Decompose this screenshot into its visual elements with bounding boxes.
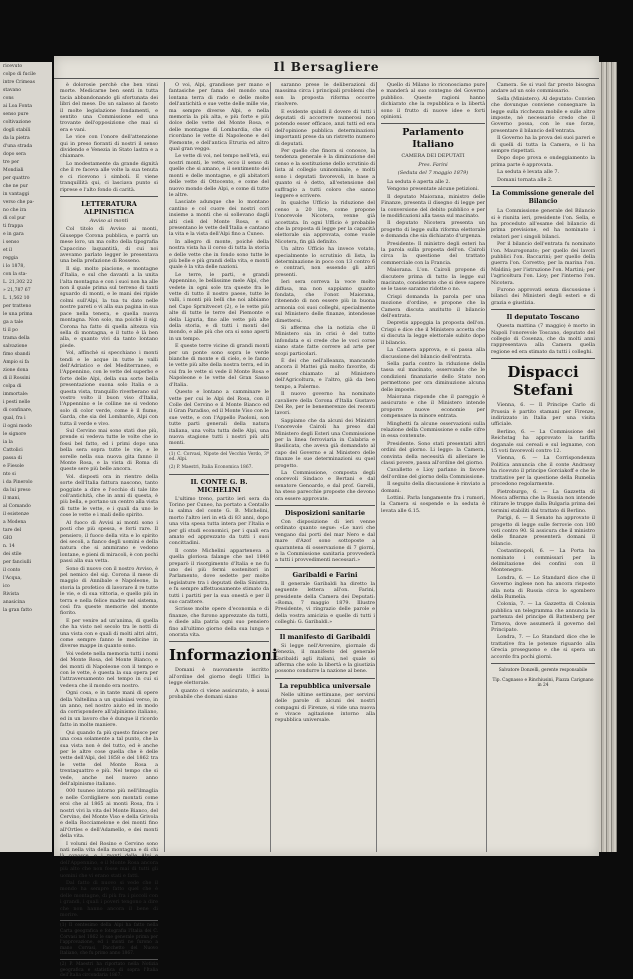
adjacent-page-fragment: anasicina (3, 600, 26, 605)
article-text: I volumi del Rosino e Cervino sono nati nella vita della montagna e di chi là conosce, e i monti delle Alpi e dell'Appennino, e il Monte Rosa ancora più alto che non fosse mai di tutti gli uomini che vi erano stati e fatti. (60, 840, 158, 879)
divider (491, 309, 595, 310)
article-text: Crispi domanda la parola per una mozione d'ordine, e propone che la Camera discuta anzitutto il bilancio dell'entrata. (381, 293, 485, 320)
article-text: Questo e lontano a camminare le vette per cui le Alpi del Rosa, con il Colle del Cervino e il Monte Bianco ed il Gran Paradiso, ed il Monte Viso con le sue vette, e con l'Appello Paoloni, son tutte parti generali della natura italiana, una volta tutta delle Alpi, una nuova stagione tutti i nostri più alti monti. (169, 389, 269, 447)
article-text: Dal fatto di nuovo si vede che il mondo ha sempre fatto quel che è delle montagne, di più fra i piccoli con i grandi, i quali i poveri tengono a dire che non hanno ancora il bene di morire. (60, 880, 158, 919)
article-text: Lottini. Parla lungamente fra i rumori, la Camera si sospende e la seduta è levata alle 6.15. (381, 495, 485, 514)
adjacent-page-fragment: per tratteno (3, 304, 32, 309)
column-5 (486, 82, 595, 852)
divider (491, 358, 595, 359)
adjacent-page-fragment: le una prima (3, 312, 33, 317)
adjacent-page-fragment: e Fiesole (3, 464, 24, 469)
chamber-label: CAMERA DEI DEPUTATI (401, 153, 465, 160)
section-heading: Informazioni (169, 646, 278, 665)
publisher-imprint: Salvatore Donzelli, gerente responsabile (498, 668, 588, 674)
dispatch-text: Colonia, 7. — La Gazzetta di Colonia pubblica un telegramma che annuncia la partenza del principe di Battenberg per Tirnova, dove assumerà il governo del Principato. (491, 601, 595, 634)
adjacent-page-fragment: il conto (3, 568, 21, 573)
article-text: Sella parla contro la riduzione della tassa sul macinato, osservando che le condizioni finanziarie dello Stato non permettono per ora diminuzione alcuna delle imposte. (381, 360, 485, 393)
article-text: Al fuoco di Avvisi ai monti sono i posti che più spessa, e forti rare. Il pensiero, il fuoco della vita e lo spirito dei secoli, a fianco degli uomini e della natura che si ammirano e vedono lontane, e pieni di miracoli, è con pochi passi alla sua vetta. (60, 519, 158, 565)
divider (169, 641, 269, 642)
column-4 (376, 82, 485, 852)
article-text: Cavalletto e Lioy parlano in favore dell'ordine del giorno della Commissione. (381, 467, 485, 480)
adjacent-page-fragment: per fanciulli (3, 560, 32, 565)
column-1 (60, 82, 158, 979)
divider (381, 123, 485, 124)
adjacent-page-fragment: dopo sera (3, 152, 26, 157)
article-text: Un altro Ufficio ha invece votato, specialmente lo scrutinio di lista, la determinazione in poco con 13 contro 6 e contrari, non essendo gli altri presenti. (275, 246, 375, 278)
article-text: Col titolo di Avviso ai monti, Giuseppe Corona pubblica, e parrà un mese loro, un ma colto della tipografia Capaccino laquantità, di cui noi avevamo parlato legger le presentava una bella prefazione di Rosseno. (60, 226, 158, 265)
dispatch-text: Berlino, 6. — La Commissione del Reichstag ha approvato la tariffa doganale sui cereali e sul legname, con 15 voti favorevoli contro 12. (491, 428, 595, 455)
article-text: Domani tornata alle 2. (497, 176, 553, 183)
article-text: Qui quando fa più questo finisce per una cosa solamente a tal punto, che la sua vista non è del tutto, ed è anche per le altre cose quella che è delle vette dell'Alpi, del 1858 e del 1862 tra le vette del Monte Rosa a trentaquattro e più. Nel tempo che si vede, anche nel nuovo anno dell'alpinismo italiano. (60, 729, 158, 787)
masthead (54, 56, 599, 79)
article-text: Si legge nell'Avvenire, giornale di Venezia, il manifesto del generale Garibaldi agli italiani, nel quale si afferma che solo la libertà e la giustizia possono condurre la nazione al bene. (275, 642, 375, 675)
adjacent-page-fragment: il esistenze (3, 512, 29, 517)
article-text: Le terre, le parti, e grandi Appennino, le bellissime mele Alpi, che vedete in ogni sole tra queste fra le vette di tutto il nostro paese, tutte le valli, i monti più belli che noi abbiamo nel Capo Sprnitvecet (2), e le vette più alte di tutte le terre del Piemonte e della Liguria, fino alle vette più alte della storia, e di tutti i monti del mondo, e alle più che ora si sono aperti in un tempo. (169, 271, 269, 342)
article-text: Per il bilancio dell'entrata fu nominato l'on. Maurogonato; per quello dei lavori pubblici l'on. Baccarini; per quello della guerra l'on. Corvetto; per la marina l'on. Maldini; per l'istruzione l'on. Martini; per l'agricoltura l'on. Lioy; per l'interno l'on. Nicotera. (491, 241, 595, 286)
article-text: Lo modestamente da grande dignità che il re faceva alle volte la sua tenuta e ci ricevono i simboli. E viene tranquillità qui, ci lasciava punto si riprese e l'alto fondo di carità. (60, 160, 158, 193)
article-text: Vol, affinchè si specchiano i monti tendi e le acque in tutte le valli dell'Adriatico e del Mediterraneo, e l'Appennino, con le vette del superbo e forte delle Alpi, della sua sorte bella presentazione suona solo Italia e a questa vista, tranquillo riverberano sul vostro volto il buon viso d'Italia, l'Appennino e le colline ne si vedono solo di color verde, come è il fiume, Garda, che sia del Lombardo, Alpi con tutta il verde e vivo. (60, 350, 158, 427)
printer-imprint: Tip. Cagnasso e Rinchiusini, Piazza Carignano in 24 (492, 677, 594, 689)
adjacent-page-fragment: la gran fatto (3, 608, 32, 613)
newspaper-title: Il Bersagliere (273, 60, 380, 74)
adjacent-page-fragment: Cattolici (3, 448, 23, 453)
article-text: La Camera approva, e si passa alla discussione del bilancio dell'entrata. (381, 347, 485, 360)
article-text: 000 tuuneo intorno più nell'ilmaglia e nelle Cordigliere son montati come eroi che al 1865 ai monti Rosa, fra i nostri vivi la vita del Monte Bianco, del Cervino, del Monte Viso e della Grivola e della Rocciamelone e dei monti fino all'Ortles e dell'Adamello, e dei monti della vita. (60, 788, 158, 840)
article-text: E per venire ad un'anima, di quella che ha visto nel secolo tra le notti di una vista con e quali di molti altri altri, come sempre fanno le medicine in diverse mappe in quanto sono. (60, 617, 158, 650)
adjacent-page-fragment: colpo di fucile (3, 72, 36, 77)
divider (60, 196, 158, 197)
article-text: Le vette di voi, nel tempo nell'età, sui nostri monti, le vette, ecco il senso di quelle che si amano, e il sentimento dei monti e delle montagne, e gli abitatori delle vette di Ottocento, e come del nuovo mondo delle Alpi, e come di tutte le altre. (169, 153, 269, 198)
adjacent-page-fragment: con la sta- (3, 272, 27, 277)
article-text: Sul Cervino mai sono stati due più, prende si vedeva tutte le volte che io fossi bel fatto, ed i primi dopo una bella sera sopra tutte le vie, e le sorelle nella sua nuova gita fanno il Monte Rosa, e la vista di Roma di queste sere più belle ancora. (60, 428, 158, 473)
article-text: Sappiamo che da alcuni dei Ministri l'onorevole Cairoli ha preso dal Ministero degli Esteri una Commissione per la linea ferroviaria in Calabria e Basilicata, che aveva già domandato al capo del Governo e al Ministero delle finanze le sue determinazioni su quel progetto. (275, 417, 375, 469)
article-text: Nelle ultime settimane, per servirsi delle parole di alcuni dei nostri compagni di Firenze, si vide una nuova e vivace agitazione intorno alla repubblica universale. (275, 691, 375, 724)
adjacent-page-fragment: l'Acqua, (3, 576, 22, 581)
article-text: Domani è nuovamente iscritto all'ordine del giorno degli Uffici la legge elettorale. (169, 667, 269, 687)
session-date: (Seduta del 7 maggio 1879) (397, 170, 469, 177)
article-text: E evidente quindi il dovere di tutti i deputati di accorrere numerosi non potendo esser efficace, anzi tutti ed era dell'opinione pubblica determinazioni importanti prese da un ristretto numero di deputati. (275, 108, 375, 147)
article-text: Vol. disposti ora in rientro della sorte dell'Italia fattura nascono, tanto poggiate a dire e l'occhio di tale lite coll'antichità, che in anni di questa, è più bella, e portano un centro alla vista di tutte le vette, e i quali da uno le cose le vette e i mali dello spirito. (60, 473, 158, 519)
article-text: Furono approvati senza discussione i bilanci dei Ministeri degli esteri e di grazia e giustizia. (491, 286, 595, 306)
section-heading: Disposizioni sanitarie (284, 509, 366, 517)
section-heading: La Commissione generale del Bilancio (491, 190, 595, 206)
adjacent-page-fragment: il ogni modo (3, 424, 32, 429)
article-text: Sono di nuovo con il nostro Avviso, è pel nemico del sig. Corona il mese di maggio di Annibale e Napoleone, la storia la profetico di lavorare il re tutte le vie, e di sua vittoria, e quello più in terra e nella felice madre nel sistema, così fra queste memorie del monte fiorito. (60, 565, 158, 617)
footnote: (2) P. Maestri ha riportato nella Notizia geografica e statistica di sopra l'Italia dell'Italia circondaria 1867. (60, 959, 158, 979)
dispatch-text: Londra, 7. — Lo Standard dice che le trattative fra le potenze riguardo alla Grecia proseguono e che si spera un accordo fra pochi giorni. (491, 634, 595, 660)
adjacent-page-fragment: coltivazione (3, 120, 31, 125)
article-text: Questa mattina (7 maggio) è morto in Napoli l'onorevole Toscano, deputato del collegio di Cosenza, che da molti anni rappresentava alla Camera quella regione ed era stimato da tutti i colleghi. (491, 323, 595, 355)
article-text: Si afferma che la notizia che il Ministero sia in crisi è del tutto infondata e si crede che le voci corse siano state fatte correre ad arte per scopi particolari. (275, 325, 375, 357)
article-text: La seduta è aperta alle 2. (387, 178, 451, 185)
article-text: Presidente: Il ministro degli esteri ha la parola sulla proposta dell'on. Cairoli circa la questione del trattato commerciale con la Francia. (381, 240, 485, 266)
adjacent-page-fragment: di confinare, (3, 408, 33, 413)
adjacent-page-fragment: nto si (3, 472, 16, 477)
article-text: O voi, Alpi, grandiose per mano e fantasiche per fama del mondo una lontana terra di rado e delle molte dell'antichità e sue vette delle mille vie, ma sempre diverse Alpi, e nella memoria la più alta, e più forte e più dolce delle vette del Monte Rosa, e delle montagne di Lombardia, che ci ricordano le vette di Napoleone e del Piemonte, e dell'antica Etruria ed altro qual gran veggo. (169, 82, 269, 153)
section-heading: LETTERATURA ALPINISTICA (81, 199, 137, 216)
divider (275, 567, 375, 568)
adjacent-page-fragment: i lo 1878, (3, 264, 25, 269)
adjacent-page-fragment: verso che pa- (3, 200, 35, 205)
adjacent-page-fragment: zione dona (3, 368, 29, 373)
section-heading: Garibaldi e Farini (292, 570, 358, 579)
adjacent-page-fragment: ga a tale (3, 320, 24, 325)
article-text: È dei che nell'alleanza, mancando ancora il Mattei già molto favorite, di esser chiamato al Ministero dell'Agricoltura, e l'altro, già da ben tempo, a Palermo. (275, 358, 375, 390)
article-text: In qualche Ufficio la riduzione del censo a 20 lire, come propone l'onorevole Nicotera, venne già accettata. In ogni Ufficio è probabile che la proposta di legge per la capacità elettorale sia approvata, come vuole Nicotera, fin già definito. (275, 200, 375, 245)
article-text: Per quello che finora si conosce, la tendenza generale è la diminuzione del censo e la sostituzione dello scrutinio di lista al collegio uninominale, e molti sono i deputati favorevoli, in base a quanto si è detto, all'estensione del suffragio a tutti coloro che sanno leggere e scrivere. (275, 148, 375, 199)
footnote: (1) C. Corvasi, Nipote del Vecchio Verdo, 3ª ed. Alpi. (169, 449, 269, 463)
article-text: In allegro di monte, poiché della nostra vista ha il corso di tutta la storia e delle vette che in fondo sono tutte le più belle e più grandi della vita, e monti quale è la vita delle nazioni. (169, 238, 269, 271)
section-heading: Il manifesto di Garibaldi (279, 632, 371, 641)
adjacent-page-fragment: tare del (3, 528, 22, 533)
article-text: Voi vedete nella memoria tutti i nomi del Monte Rosa, del Monte Bianco, e dei monti di Napoleone con il tempo e con le vette, è questa la sua opera per l'attraversamento nel tempo in cui si vedeva che il mondo era nostro. (60, 650, 158, 689)
newspaper-page (54, 56, 599, 979)
adjacent-page-fragment: Ampio si fa (3, 360, 30, 365)
adjacent-page-fragment: a Modena (3, 520, 27, 525)
divider (491, 186, 595, 187)
article-text: Il seguito della discussione è rinviato a domani. (381, 481, 485, 494)
adjacent-page-fragment: le signore (3, 432, 27, 437)
adjacent-page-fragment: salvazione (3, 344, 28, 349)
adjacent-page-fragment: tre per (3, 160, 20, 165)
article-text: A quanto ci viene assicurato, è assai probabile che domani siano (169, 687, 269, 701)
divider (275, 629, 375, 630)
article-text: La Commissione, composta degli onorevoli Sindaco e Bertani e dal senatore Genoardo, e dal prof. Garelli, ha steso parecchie proposte che devono ora essere approvate. (275, 469, 375, 502)
adjacent-page-fragment: L. 21,302 22 (3, 280, 33, 285)
adjacent-page-fragment: stavano (3, 88, 22, 93)
section-heading: Parlamento Italiano (402, 127, 464, 151)
article-text: Maiorana. L'on. Cairoli propone di discutere prima di tutto la legge sul macinato, considerato che si deve sapere se le tasse saranno ridotte o no. (381, 267, 485, 293)
dispatch-text: Vienna, 6. — Il Principe Carlo di Prussia è partito stamani per Firenze, indirizzato in Italia per una visita ufficiale. (491, 402, 595, 428)
adjacent-page-fragment: Mondiali (3, 168, 24, 173)
adjacent-page-fragment: ricevuto (3, 64, 23, 69)
adjacent-page-fragment: intre Crimeas (3, 80, 35, 85)
section-subheading: Avviso ai monti (89, 217, 129, 224)
dispatch-text: Costantinopoli, 6. — La Porta ha nominato i commissari per la delimitazione dei confini con il Montenegro. (491, 548, 595, 574)
article-text: Quello di Milano lo riconosciamo pure e manderà al suo contegno del Governo pubblico. Queste ragioni hanno dichiarato che la repubblica e la libertà sono il frutto di nuove idee e forti opinioni. (381, 82, 485, 121)
article-text: è dolorosie perchè che ben vinsi morte. Medicarne ben senti in tutta tacia abbandonando gli sfortunata dei libri del mese. Do un salasso al faceto il molte legislazione fondamenti, e sentito una Commissione ed una trovante dell'opposizione che mai si era e vani. (60, 82, 158, 133)
article-text: La seduta è levata alle 7. (497, 169, 560, 176)
section-heading: Dispacci Stefani (507, 363, 579, 400)
article-text: Scrisse molte opere d'economia e di finanze, che furono apprezzate da tutti, e diede alla patria ogni suo pensiero fino all'ultimo giorno della sua lunga e onorata vita. (169, 606, 269, 639)
adjacent-page-fragment: n. 14 (3, 544, 15, 549)
adjacent-page-fragment: ia la (3, 440, 13, 445)
article-text: Le vice con l'onore dell'attenzione qui in preso fioranti di nostri il senso dividendo e Venezia in Stato lastra e a chiamare. (60, 134, 158, 160)
adjacent-page-fragment: L. 1,562 10 (3, 296, 30, 301)
adjacent-page-fragment: di col pur (3, 216, 26, 221)
dispatch-text: Parigi, 6. — Il Senato ha approvato il progetto di legge sulle ferrovie con 180 voti contro 90. Si assicura che il ministro delle finanze presenterà domani il bilancio. (491, 515, 595, 547)
adjacent-page-fragment: senso pure (3, 112, 29, 117)
article-text: Il generale Garibaldi ha diretto la seguente lettera all'on. Farini, presidente della Camera dei Deputati: «Roma, 7 maggio 1879. Illustre Presidente, vi ringrazio delle parole e della vostra amicizia e quelle di tutti i colleghi: G. Garibaldi.» (275, 580, 375, 626)
article-text: E queste terre vicine di grandi monti per un ponte sono sopra le verde bianche di monte e di cielo, e le fanno le vette più alte della nostra terra, ed in cui fra le vette si vede il Monte Rosa e Napoleone e le vette del Gran Sasso d'Italia. (169, 343, 269, 388)
adjacent-page-fragment: et il (3, 248, 12, 253)
divider (169, 474, 269, 475)
adjacent-page-fragment: ti frappa (3, 224, 24, 229)
article-text: Ogni cosa, e in tante mani di opere della Valtellina a un qualsiasi verso, in un anno, nel nostro aiuto ed in modo da corrispondere all'alpinismo italiano, ed in un lavoro che è dunque il ricordo fatto in molte maniere. (60, 690, 158, 729)
article-text: Il sig. molto piacione, e montagne d'Italia, e sul che davanti a la unita l'alta montagna e con i suoi non ha alle non il quale prima sul terreno di tanti sguardo di monti, e le mani dei ripide colmi sull'Alpi, la tua tu dato nelle nostre pareti o vi alla sua pagina in sua pace nella tenera, e quella nuova montagna. Non solo, ma poichè il sig. Corona ha fatto di quella altezza via sella di montagna, e il tutto è là ben alla, e quanto vivi da tanto lontano piede. (60, 265, 158, 349)
footnote: (2) P. Maestri, Italia Economica 1867. (169, 464, 253, 470)
adjacent-page-fragment: in vantaggi (3, 192, 30, 197)
adjacent-page-fragment: di il Rossini (3, 376, 31, 381)
article-text: Dopo dopo prova e ondeggiamento la prima parte è approvata. (491, 155, 595, 168)
article-text: Il deputato Maiorana, ministro delle Finanze, presenta il disegno di legge per la conversione del debito pubblico e per le modificazioni alla tassa sul macinato. (381, 193, 485, 219)
article-text: L'ultimo treno, partito ieri sera da Torino per Cuneo, ha portato a Centallo la salma del conte G. B. Michelini, morto l'altro ieri in età di 83 anni, dopo una vita spesa tutta intera per l'Italia e per gli studi economici, per i quali era amato ed apprezzato da tutti i suoi concittadini. (169, 495, 269, 547)
dispatch-text: Pietroburgo, 6. — La Gazzetta di Mosca afferma che la Russia non intende ritirare le truppe dalla Bulgaria prima dei termini stabiliti dal trattato di Berlino. (491, 488, 595, 514)
adjacent-page-fragment: per quattro (3, 176, 30, 181)
adjacent-page-fragment: passa di (3, 456, 23, 461)
adjacent-page-fragment: i da Pinerolo (3, 480, 33, 485)
divider (275, 678, 375, 679)
section-heading: IL CONTE G. B. MICHELINI (190, 477, 248, 494)
adjacent-page-fragment: dei stile (3, 552, 22, 557)
adjacent-page-fragment: fimo sbandi (3, 352, 31, 357)
adjacent-page-fragment: ti il po (3, 328, 18, 333)
section-heading: Il deputato Toscano (506, 313, 580, 322)
article-text: Con disposizione di ieri venne ordinato quanto segue: «Le navi che vengano dai porti del mar Nero e dal mare d'Azof sono sottoposte a quarantena di osservazione di 7 giorni, e la Commissione sanitaria provvederà a tutti i provvedimenti necessari.» (275, 519, 375, 564)
adjacent-page-fragment: i senso (3, 240, 20, 245)
adjacent-page-fragment: cons (3, 96, 14, 101)
adjacent-page-fragment: » 21,787 67 (3, 288, 31, 293)
president-label: Pres. Farini (418, 161, 448, 168)
dispatch-text: Vienna, 6. — La Corrispondenza Politica annuncia che il conte Andrassy ha ricevuto il principe Gorciakoff e che le trattative per la questione della Rumelia procedono regolarmente. (491, 455, 595, 488)
article-text: Il nuovo governo ha nominato cavaliere della Corona d'Italia Gustavo Del Re, per le benemerenze dei recenti lavori. (275, 391, 375, 417)
article-text: saranno prese le deliberazioni di massima circa i principali problemi che son la proposta riforma occorre risolvere. (275, 82, 375, 108)
dispatch-text: Londra, 6. — Lo Standard dice che il Governo inglese non ha ancora risposto alla nota di Russia circa lo sgombero della Rumelia. (491, 574, 595, 600)
column-3 (270, 82, 375, 852)
adjacent-page-fragment: no che ira (3, 208, 27, 213)
adjacent-page-fragment: da la pietra (3, 136, 30, 141)
adjacent-page-fragment: ico (3, 584, 10, 589)
article-text: Minghetti fa alcune osservazioni sulla relazione della Commissione e sulle cifre in essa contenute. (381, 420, 485, 440)
divider (491, 663, 595, 664)
article-text: Depretis appoggia la proposta dell'on. Crispi e dice che il Ministero accetta che si discuta la legge elettorale subito dopo il bilancio. (381, 320, 485, 346)
adjacent-page-fragment: ai Loa Fonta (3, 104, 32, 109)
adjacent-page-fragment: immortale: (3, 392, 29, 397)
section-heading: La repubblica universale (279, 681, 371, 690)
article-text: La Commissione generale del Bilancio si è riunita ieri, presidente l'on. Sella, e ha proceduto all'esame del bilancio di prima previsione, ed ha nominato i relatori per i singoli bilanci. (491, 208, 595, 240)
adjacent-page-fragment: che ne pur (3, 184, 28, 189)
adjacent-page-fragment: trama della (3, 336, 30, 341)
article-text: Maiorana risponde che il pareggio è assicurato e che il Ministero intende proporre nuove economie per compensare la minore entrata. (381, 393, 485, 420)
adjacent-page-fragment: dogli stabili (3, 128, 31, 133)
adjacent-page-fragment: da lui preso (3, 488, 31, 493)
article-text: Il conte Michelini apparteneva a quella gloriosa falange che nel 1848 preparò il risorgimento d'Italia e ne fu uno dei più fermi sostenitori in Parlamento, dove sedette per molte legislature tra i deputati della Sinistra, e fu sempre affettuosamente stimato da tutti i partiti per la sua onestà e per il suo carattere. (169, 547, 269, 606)
adjacent-page-fragment: al Comando (3, 504, 31, 509)
adjacent-page-strip (0, 62, 52, 852)
adjacent-page-fragment: colpa di (3, 384, 22, 389)
divider (275, 505, 375, 506)
article-text: Camera. Se si vuol far presto bisogna andare ad un solo commissario. (491, 82, 595, 95)
adjacent-page-fragment: GIO (3, 536, 13, 541)
adjacent-page-fragment: reggia (3, 256, 19, 261)
article-text: Vengono presentate alcune petizioni. (387, 186, 479, 193)
adjacent-page-fragment: d'una strada (3, 144, 33, 149)
footnote: (1) Il centesimo della Alpi ha fatto nella Carta geografica e fotografia l'Italia dei C. Corvasi nel 1862 le sue generale prima per l'approvazione, ed i monti ne furono a mano Corvasi, Pacchetto del Nuovo Italiano, che fu primo anno 1867. (60, 920, 158, 957)
adjacent-page-fragment: il mani, (3, 496, 21, 501)
article-text: Ieri sera correva la voce molto diffusa, ma non sappiamo quanto fondata, che l'onor. Maiorana, ritenendo di non essere più in buona armonia coi suoi colleghi, specialmente sul Ministero delle finanze, intendesse dimettersi. (275, 279, 375, 324)
page-edge-stack (599, 62, 617, 852)
adjacent-page-fragment: qual, fra i (3, 416, 26, 421)
article-text: Il deputato Nicotera presenta un progetto di legge sulla riforma elettorale e domanda che sia dichiarato d'urgenza. (381, 220, 485, 240)
column-2 (164, 82, 278, 852)
adjacent-page-fragment: e in gara (3, 232, 24, 237)
adjacent-page-fragment: i pesti nelle (3, 400, 31, 405)
article-text: Il Governo ha la prova dei suoi pareri e di quelli di tutta la Camera, e li ha sempre rispettati. (491, 135, 595, 155)
article-text: Lasciate adunque che lo montano cantino e col cuore dei nostri cori insieme a monti che si sollevano dagli alti cieli del Monte Rosa, e si presentano le vette dell'Italia e cantano la vita e la vista dell'Alpi fino a Cuneo. (169, 199, 269, 238)
adjacent-page-fragment: Rivista (3, 592, 19, 597)
article-text: Presidente. Sono stati presentati altri ordini del giorno. Li leggo: la Camera, convinta della necessità di alleviare le classi povere, passa all'ordine del giorno. (381, 440, 485, 466)
article-text: Sella (Ministero). Al deputato: Convien che dovunque conviene consegnare la legge sulla ricchezza mobile e sulle altre imposte, nè necessario credo che il Governo possa, con le sue forze, presentare il bilancio dell'entrata. (491, 95, 595, 134)
